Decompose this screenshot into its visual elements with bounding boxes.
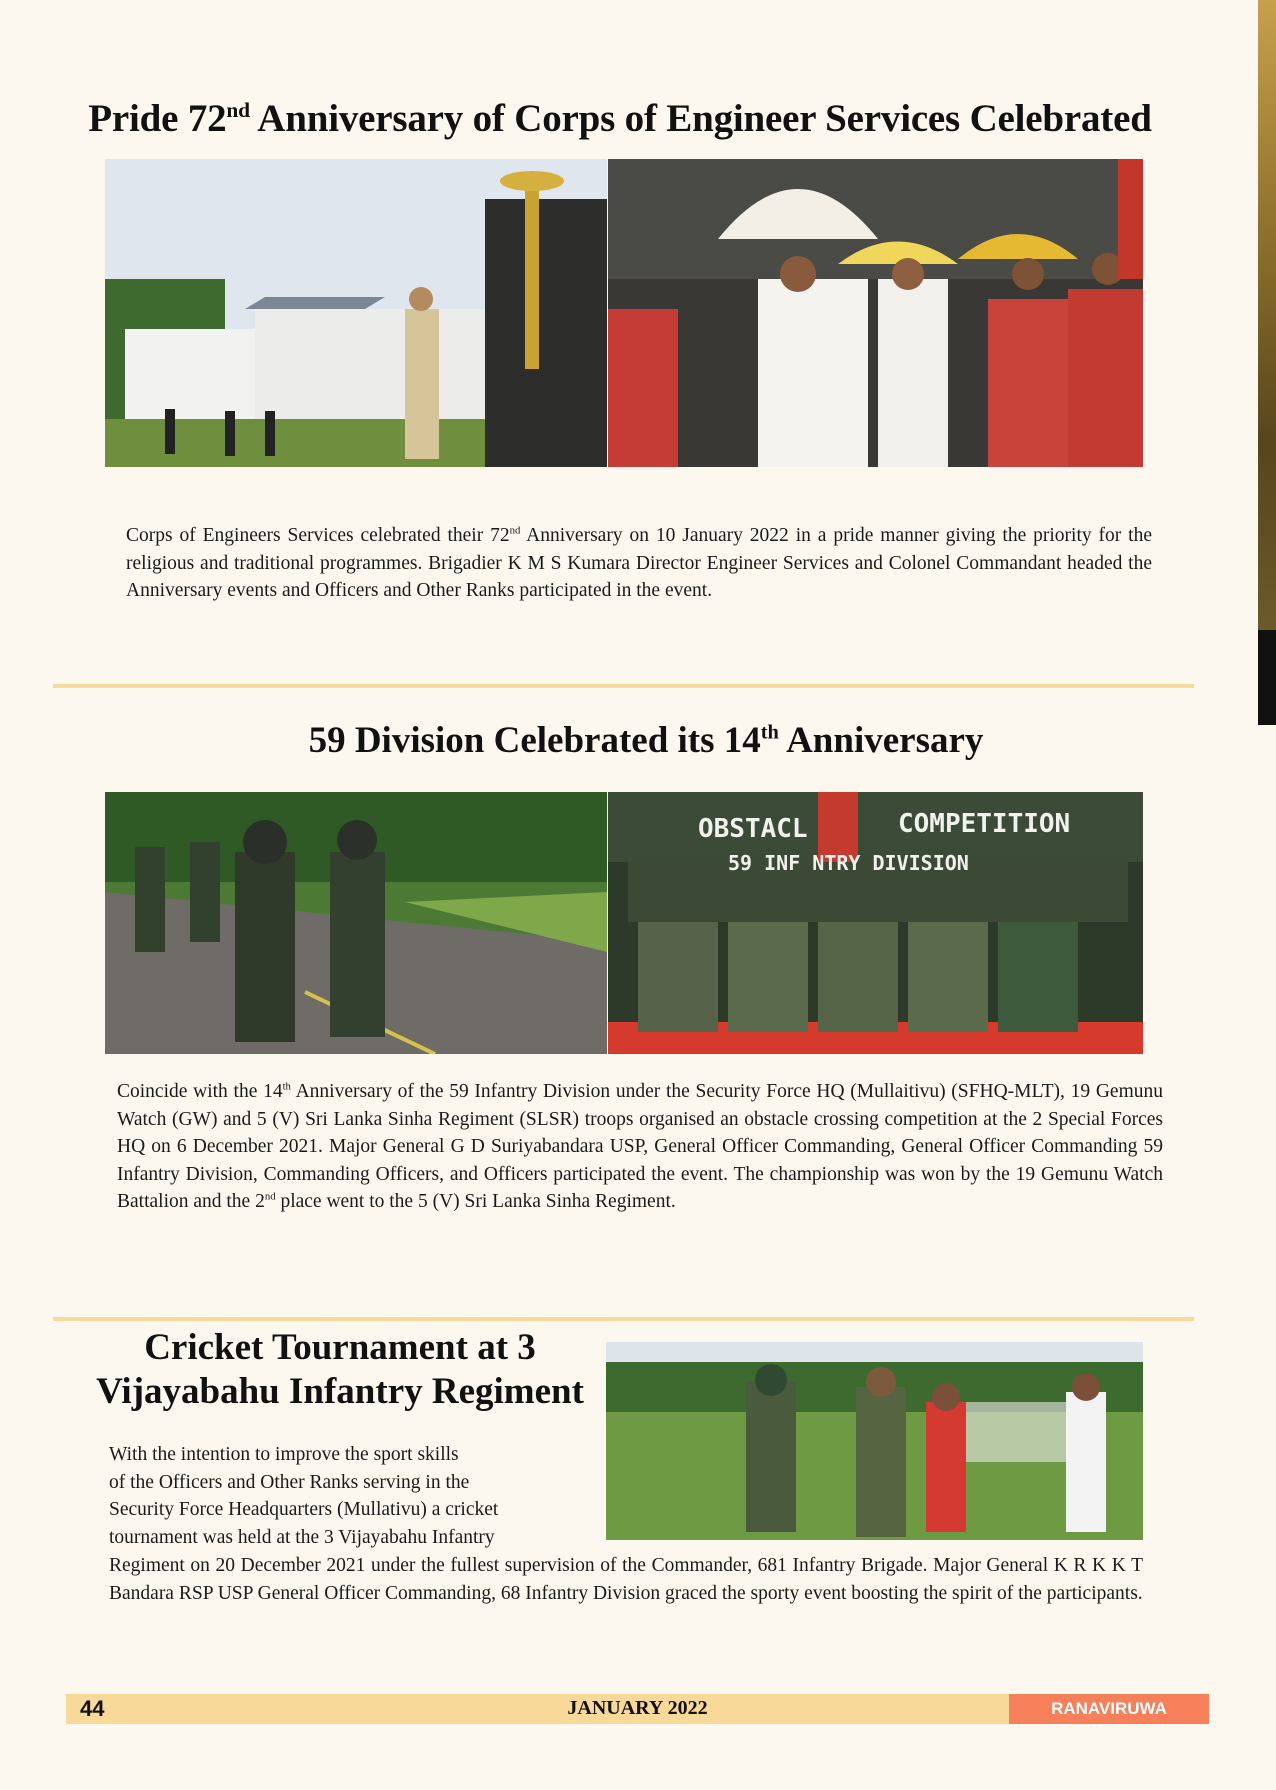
photo-obstacle-group bbox=[608, 792, 1143, 1054]
article-2-body: Coincide with the 14th Anniversary of the 59 Infantry Division under the Security Force HQ (Mullaitivu) (SFHQ-MLT), 19 Gemunu Watch (GW) and 5 (V) Sri Lanka Sinha Regiment (SLSR) troops organised an obstacle crossing competition at the 2 Special Forces HQ on 6 December 2021. Major General G D Suriyabandara USP, General Officer Commanding, General Officer Commanding 59 Infantry Division, Commanding Officers, and Officers participated the event. The championship was won by the 19 Gemunu Watch Battalion and the 2nd place went to the 5 (V) Sri Lanka Sinha Regiment. bbox=[117, 1080, 1163, 1212]
article-3-body: Regiment on 20 December 2021 under the fullest supervision of the Commander, 681 Infantry Brigade. Major General K R K K T Bandara RSP USP General Officer Commanding, 68 Infantry Division graced the sporty event boosting the spirit of the participants. bbox=[109, 1555, 1143, 1604]
photo-banner-competition: COMPETITION bbox=[898, 809, 1071, 839]
section-divider-1 bbox=[53, 684, 1194, 688]
photo-salute-memorial bbox=[105, 159, 607, 467]
page-number: 44 bbox=[80, 1696, 105, 1721]
photo-obstacle-running bbox=[105, 792, 607, 1054]
article-3-title: Cricket Tournament at 3 Vijayabahu Infantry Regiment bbox=[96, 1327, 584, 1412]
page-footer bbox=[66, 1694, 1209, 1724]
page-edge-tab bbox=[1258, 630, 1276, 725]
article-3-body-wrapped: With the intention to improve the sport skills of the Officers and Other Ranks serving in the Security Force Headquarters (Mullativu) a cricket tournament was held at the 3 Vijayabahu Infantry bbox=[109, 1444, 499, 1548]
photo-banner-division: 59 INF NTRY DIVISION bbox=[728, 851, 969, 875]
photo-banner-obstacle: OBSTACL bbox=[698, 814, 808, 844]
article-1-body: Corps of Engineers Services celebrated their 72nd Anniversary on 10 January 2022 in a pride manner giving the priority for the religious and traditional programmes. Brigadier K M S Kumara Director Engineer Services and Colonel Commandant headed the Anniversary events and Officers and Other Ranks participated in the event. bbox=[126, 524, 1152, 601]
photo-cricket-handshake bbox=[606, 1342, 1143, 1540]
photo-perahera-procession bbox=[608, 159, 1143, 467]
section-divider-2 bbox=[53, 1317, 1194, 1321]
article-2-title: 59 Division Celebrated its 14th Anniversary bbox=[308, 720, 984, 761]
article-1-title: Pride 72nd Anniversary of Corps of Engineer Services Celebrated bbox=[88, 97, 1152, 140]
magazine-brand: RANAVIRUWA bbox=[1009, 1694, 1209, 1724]
page-edge-photo-strip bbox=[1258, 0, 1276, 630]
issue-date: JANUARY 2022 bbox=[567, 1697, 708, 1719]
